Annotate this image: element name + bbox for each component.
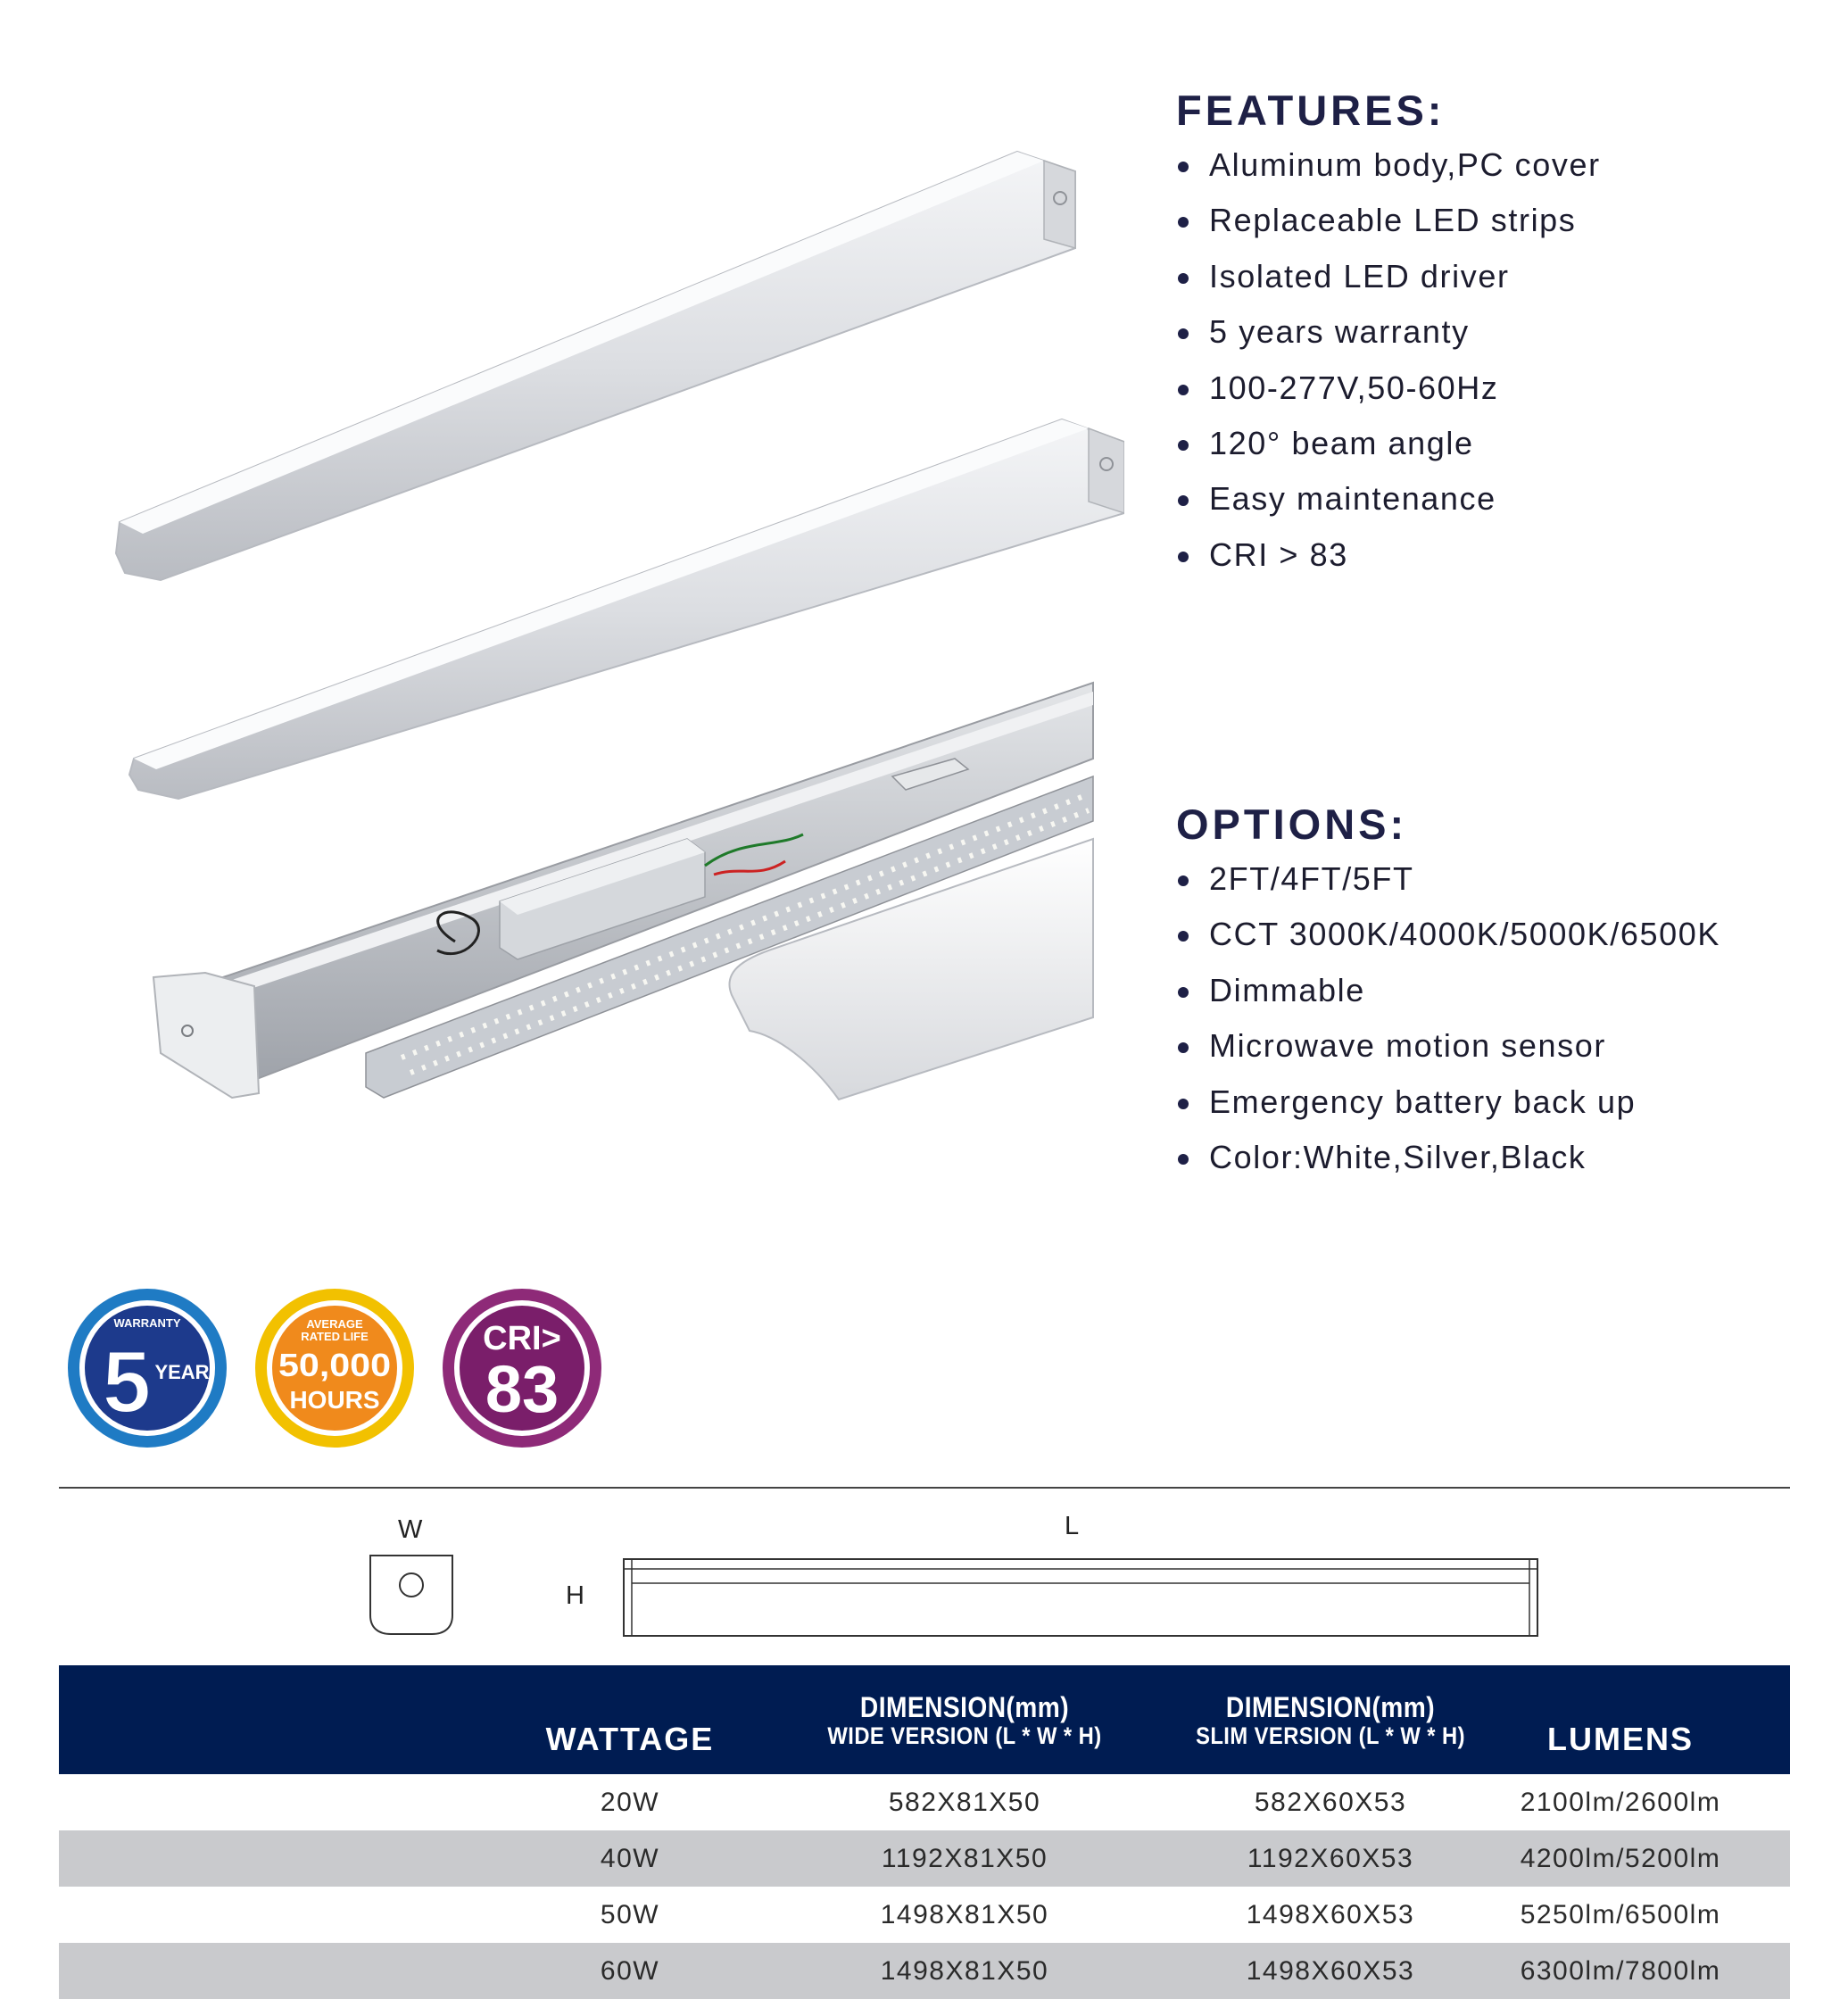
section-divider — [59, 1487, 1790, 1489]
table-row — [59, 1774, 1790, 1830]
width-label: W — [398, 1515, 423, 1544]
options-item: Microwave motion sensor — [1176, 1018, 1720, 1074]
warranty-label: WARRANTY — [113, 1316, 181, 1330]
spec-table — [59, 1665, 1790, 1999]
cell-slim: 1192X60X53 — [1247, 1844, 1414, 1873]
table-row — [59, 1887, 1790, 1943]
warranty-unit: YEAR — [154, 1361, 210, 1383]
header-slim-line1: DIMENSION(mm) — [1225, 1691, 1436, 1723]
product-illustration — [98, 134, 1124, 1142]
table-row — [59, 1943, 1790, 1999]
side-profile-drawing — [368, 1553, 455, 1637]
cell-wide: 582X81X50 — [888, 1788, 1041, 1817]
options-list — [1176, 851, 1720, 1185]
cell-slim: 582X60X53 — [1254, 1788, 1407, 1817]
options-title: OPTIONS: — [1176, 801, 1408, 848]
length-label: L — [1065, 1512, 1080, 1540]
cell-wide: 1498X81X50 — [880, 1900, 1049, 1929]
header-wide-dimension — [777, 1692, 1152, 1749]
header-lumens: LUMENS — [1547, 1721, 1694, 1757]
spec-table-header — [59, 1665, 1790, 1774]
length-profile-drawing — [623, 1558, 1538, 1637]
cell-lumens: 5250lm/6500lm — [1520, 1900, 1721, 1929]
life-label-2: RATED LIFE — [301, 1330, 369, 1343]
options-item: CCT 3000K/4000K/5000K/6500K — [1176, 907, 1720, 962]
header-wide-line1: DIMENSION(mm) — [859, 1691, 1070, 1723]
features-item: Easy maintenance — [1176, 471, 1601, 527]
features-item: 100-277V,50-60Hz — [1176, 361, 1601, 416]
table-row — [59, 1830, 1790, 1887]
cri-label: CRI> — [483, 1320, 561, 1357]
options-item: Emergency battery back up — [1176, 1075, 1720, 1130]
height-label: H — [566, 1581, 584, 1610]
header-wide-line2: WIDE VERSION (L * W * H) — [827, 1722, 1102, 1749]
cell-wide: 1192X81X50 — [881, 1844, 1048, 1873]
header-slim-dimension — [1143, 1692, 1518, 1749]
features-list — [1176, 137, 1601, 583]
cell-wide: 1498X81X50 — [880, 1956, 1049, 1986]
options-item: 2FT/4FT/5FT — [1176, 851, 1720, 907]
warranty-5-year-badge — [66, 1287, 228, 1449]
options-item: Color:White,Silver,Black — [1176, 1130, 1720, 1185]
features-title: FEATURES: — [1176, 87, 1446, 134]
cell-wattage: 50W — [600, 1900, 660, 1929]
warranty-years: 5 — [102, 1332, 152, 1431]
cell-slim: 1498X60X53 — [1246, 1900, 1415, 1929]
cri-value: 83 — [485, 1352, 559, 1426]
rated-life-badge — [253, 1287, 416, 1449]
header-wattage: WATTAGE — [545, 1721, 715, 1757]
features-item: 5 years warranty — [1176, 304, 1601, 360]
cell-wattage: 20W — [600, 1788, 660, 1817]
cell-wattage: 40W — [600, 1844, 660, 1873]
life-hours-unit: HOURS — [289, 1386, 380, 1414]
features-item: Replaceable LED strips — [1176, 193, 1601, 248]
cell-lumens: 2100lm/2600lm — [1520, 1788, 1721, 1817]
header-slim-line2: SLIM VERSION (L * W * H) — [1196, 1722, 1465, 1749]
cell-lumens: 6300lm/7800lm — [1520, 1956, 1721, 1986]
features-item: CRI > 83 — [1176, 527, 1601, 583]
features-item: Isolated LED driver — [1176, 249, 1601, 304]
cell-slim: 1498X60X53 — [1246, 1956, 1415, 1986]
life-label-1: AVERAGE — [306, 1317, 363, 1331]
cell-wattage: 60W — [600, 1956, 660, 1986]
cri-83-badge — [441, 1287, 603, 1449]
cell-lumens: 4200lm/5200lm — [1520, 1844, 1721, 1873]
features-item: 120° beam angle — [1176, 416, 1601, 471]
options-item: Dimmable — [1176, 963, 1720, 1018]
features-item: Aluminum body,PC cover — [1176, 137, 1601, 193]
life-hours-value: 50,000 — [278, 1347, 391, 1383]
